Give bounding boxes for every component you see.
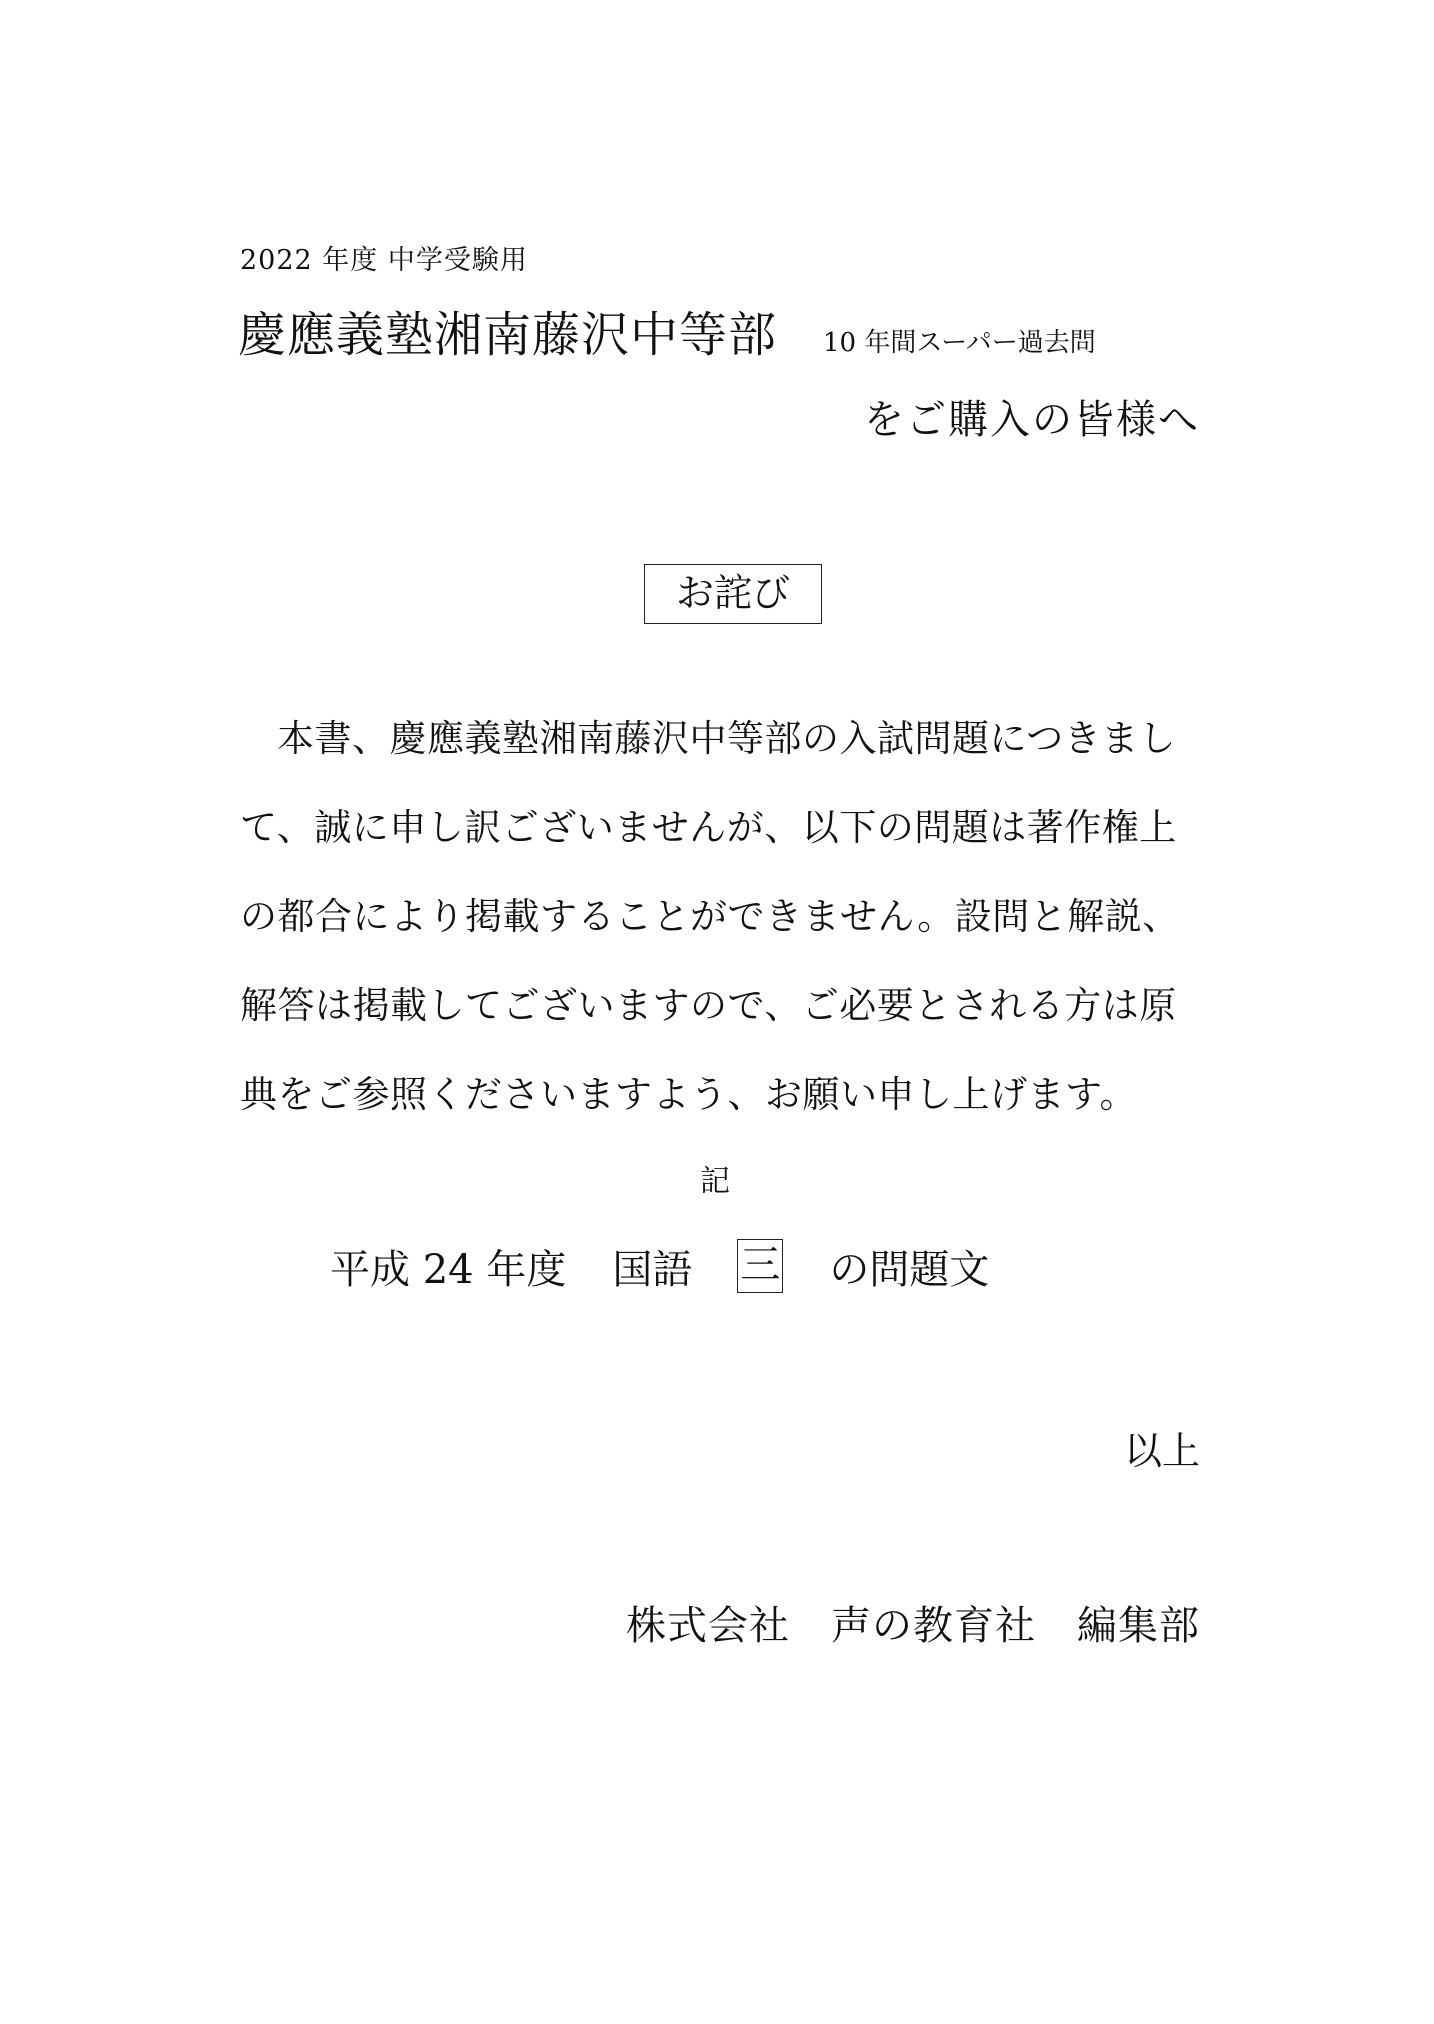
omitted-item bbox=[330, 1236, 989, 1296]
title-line bbox=[238, 296, 1096, 363]
recipient-line: をご購入の皆様へ bbox=[864, 397, 1200, 443]
book-name: 10 年間スーパー過去問 bbox=[823, 328, 1096, 358]
apology-title: お詫び bbox=[644, 564, 822, 624]
ki-mark: 記 bbox=[700, 1164, 730, 1199]
year-label: 2022 年度 中学受験用 bbox=[240, 245, 528, 276]
notice-body: 本書、慶應義塾湘南藤沢中等部の入試問題につきまして、誠に申し訳ございませんが、以下の問題は著作権上の都合により掲載することができません。設問と解説、解答は掲載してございますので、ご必要とされる方は原典をご参照くださいますよう、お願い申し上げます。 bbox=[240, 717, 1180, 1116]
item-suffix: の問題文 bbox=[829, 1246, 990, 1293]
publisher: 株式会社 声の教育社 編集部 bbox=[626, 1603, 1200, 1649]
item-year: 平成 24 年度 bbox=[330, 1246, 567, 1293]
item-section-box: 三 bbox=[737, 1239, 783, 1293]
school-name: 慶應義塾湘南藤沢中等部 bbox=[238, 307, 778, 363]
item-subject: 国語 bbox=[612, 1246, 693, 1293]
closing-mark: 以上 bbox=[1123, 1429, 1200, 1473]
